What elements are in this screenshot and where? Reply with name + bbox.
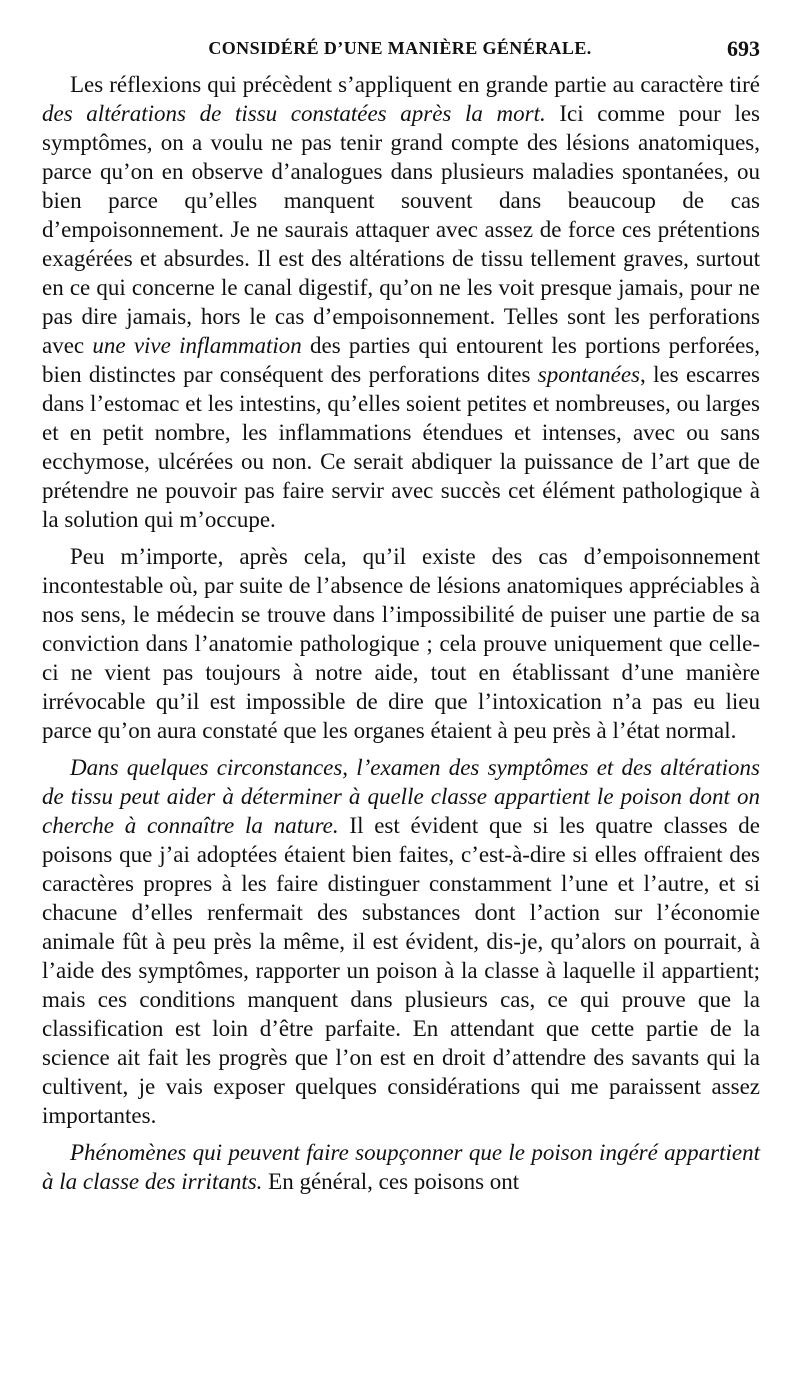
paragraph-1-run-1: Les réflexions qui précèdent s’appliquent en grande partie au caractère tiré bbox=[70, 72, 760, 97]
page-header bbox=[40, 30, 760, 70]
paragraph-1-run-7: , les escarres dans l’estomac et les intestins, qu’elles soient petites et nombreuses, ou larges et en petit nombre, les inflammations étendues et intenses, avec ou sans ecchymose, ulcérées ou non. Ce serait abdiquer la puissance de l’art que de prétendre ne pouvoir pas faire servir avec succès cet élément pathologique à la solution qui m’occupe. bbox=[42, 362, 760, 532]
body-text bbox=[42, 70, 760, 1356]
paragraph-2-run-1: Peu m’importe, après cela, qu’il existe des cas d’empoisonnement incontestable où, par suite de l’absence de lésions anatomiques appréciables à nos sens, le médecin se trouve dans l’impossibilité de puiser une partie de sa conviction dans l’anatomie pathologique ; cela prouve uniquement que celle-ci ne vient pas toujours à notre aide, tout en établissant d’une manière irrévocable qu’il est impossible de dire que l’intoxication n’a pas eu lieu parce qu’on aura constaté que les organes étaient à peu près à l’état normal. bbox=[42, 544, 760, 743]
paragraph-4 bbox=[42, 1138, 760, 1196]
paragraph-4-run-2: En général, ces poisons ont bbox=[262, 1169, 520, 1194]
running-head: CONSIDÉRÉ D’UNE MANIÈRE GÉNÉRALE. bbox=[208, 38, 592, 58]
paragraph-1-run-4: une vive inflammation bbox=[92, 333, 302, 358]
paragraph-3-run-2: Il est évident que si les quatre classes de poisons que j’ai adoptées étaient bien faites, c’est-à-dire si elles offraient des caractères propres à les faire distinguer constamment l’une et l’autre, et si chacune d’elles renfermait des substances dont l’action sur l’économie animale fût à peu près la même, il est évident, dis-je, qu’alors on pourrait, à l’aide des symptômes, rapporter un poison à la classe à laquelle il appartient; mais ces conditions manquent dans plusieurs cas, ce qui prouve que la classification est loin d’être parfaite. En attendant que cette partie de la science ait fait les progrès que l’on est en droit d’attendre des savants qui la cultivent, je vais exposer quelques considérations qui me paraissent assez importantes. bbox=[42, 813, 761, 1128]
paragraph-1-run-2: des altérations de tissu constatées après la mort. bbox=[42, 101, 546, 126]
paragraph-3 bbox=[42, 753, 760, 1130]
paragraph-1 bbox=[42, 70, 760, 534]
paragraph-1-run-3: Ici comme pour les symptômes, on a voulu ne pas tenir grand compte des lésions anatomiques, parce qu’on en observe d’analogues dans plusieurs maladies spontanées, ou bien parce qu’elles manquent souvent dans beaucoup de cas d’empoisonnement. Je ne saurais attaquer avec assez de force ces prétentions exagérées et absurdes. Il est des altérations de tissu tellement graves, surtout en ce qui concerne le canal digestif, qu’on ne les voit presque jamais, pour ne pas dire jamais, hors le cas d’empoisonnement. Telles sont les perforations avec bbox=[42, 101, 760, 358]
paragraph-2 bbox=[42, 542, 760, 745]
paragraph-1-run-5: des parties qui entourent les portions perforées, bien distinctes par conséquent des perforations dites bbox=[42, 333, 760, 387]
paragraph-4-run-1: Phénomènes qui peuvent faire soupçonner que le poison ingéré appartient à la classe des irritants. bbox=[42, 1140, 760, 1194]
paragraph-3-run-1: Dans quelques circonstances, l’examen des symptômes et des altérations de tissu peut aider à déterminer à quelle classe appartient le poison dont on cherche à connaître la nature. bbox=[42, 755, 760, 838]
paragraph-1-run-6: spontanées bbox=[537, 362, 640, 387]
page-number: 693 bbox=[727, 36, 760, 61]
